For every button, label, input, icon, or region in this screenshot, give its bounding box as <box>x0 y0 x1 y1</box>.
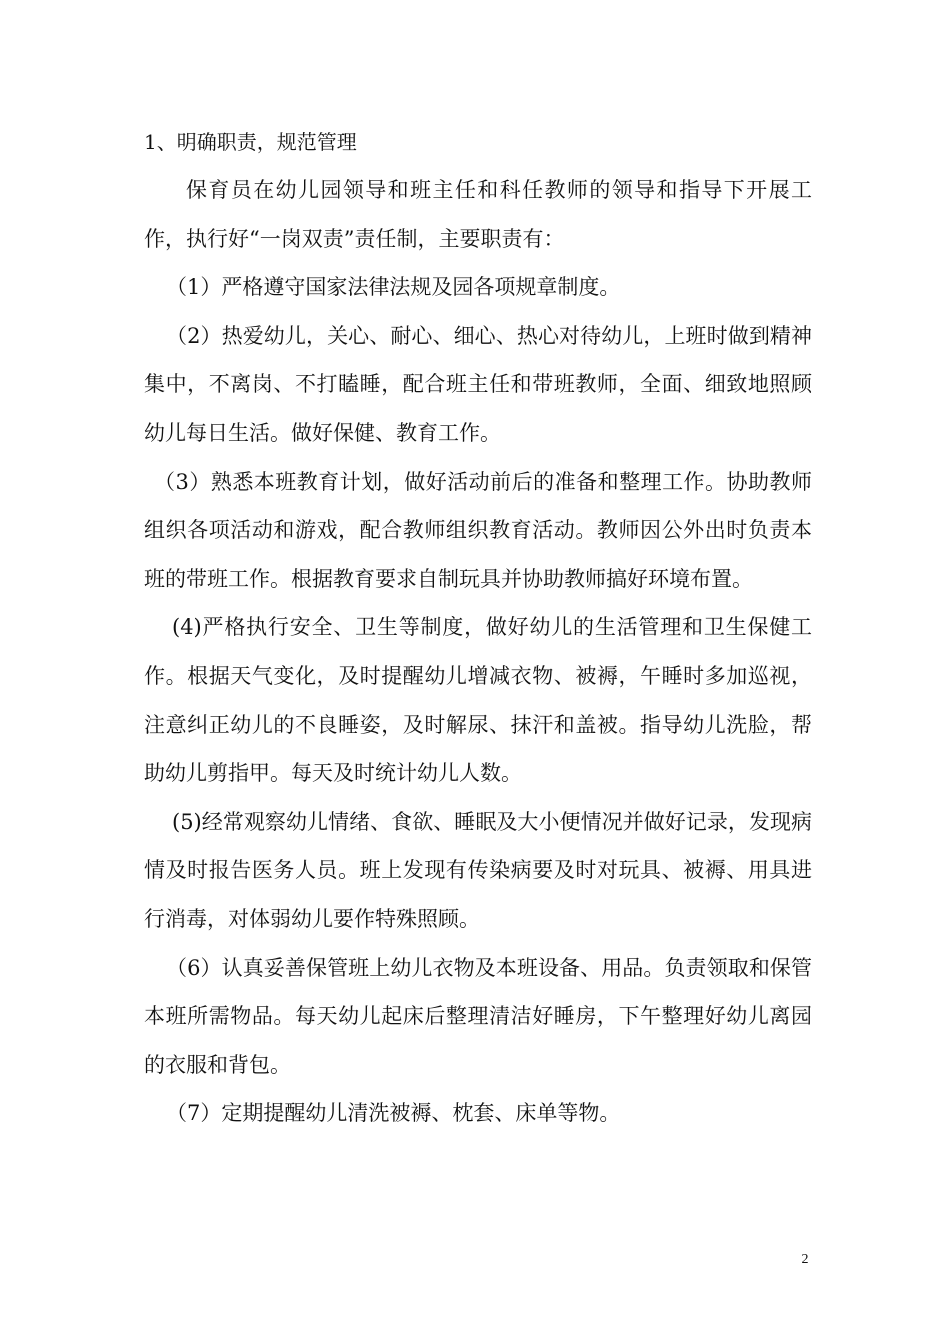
paragraph-item-2: （2）热爱幼儿，关心、耐心、细心、热心对待幼儿，上班时做到精神集中，不离岗、不打瞌睡，配合班主任和带班教师，全面、细致地照顾幼儿每日生活。做好保健、教育工作。 <box>144 323 812 445</box>
document-body <box>144 118 812 1138</box>
paragraph-item-1: （1）严格遵守国家法律法规及园各项规章制度。 <box>166 275 621 300</box>
section-heading: 1、明确职责，规范管理 <box>144 130 357 154</box>
paragraph-item-4: (4)严格执行安全、卫生等制度，做好幼儿的生活管理和卫生保健工作。根据天气变化，及时提醒幼儿增减衣物、被褥，午睡时多加巡视，注意纠正幼儿的不良睡姿，及时解尿、抹汗和盖被。指导幼儿洗脸，帮助幼儿剪指甲。每天及时统计幼儿人数。 <box>144 615 812 786</box>
paragraph-item-7: （7）定期提醒幼儿清洗被褥、枕套、床单等物。 <box>166 1101 621 1126</box>
paragraph-item-6: （6）认真妥善保管班上幼儿衣物及本班设备、用品。负责领取和保管本班所需物品。每天幼儿起床后整理清洁好睡房，下午整理好幼儿离园的衣服和背包。 <box>144 955 812 1077</box>
paragraph-intro: 保育员在幼儿园领导和班主任和科任教师的领导和指导下开展工作，执行好“一岗双责”责任制，主要职责有： <box>144 178 812 251</box>
paragraph-item-3: （3）熟悉本班教育计划，做好活动前后的准备和整理工作。协助教师组织各项活动和游戏，配合教师组织教育活动。教师因公外出时负责本班的带班工作。根据教育要求自制玩具并协助教师搞好环境布置。 <box>144 469 812 591</box>
paragraph-item-5: (5)经常观察幼儿情绪、食欲、睡眠及大小便情况并做好记录，发现病情及时报告医务人员。班上发现有传染病要及时对玩具、被褥、用具进行消毒，对体弱幼儿要作特殊照顾。 <box>144 809 812 931</box>
page-number: 2 <box>801 1252 809 1267</box>
